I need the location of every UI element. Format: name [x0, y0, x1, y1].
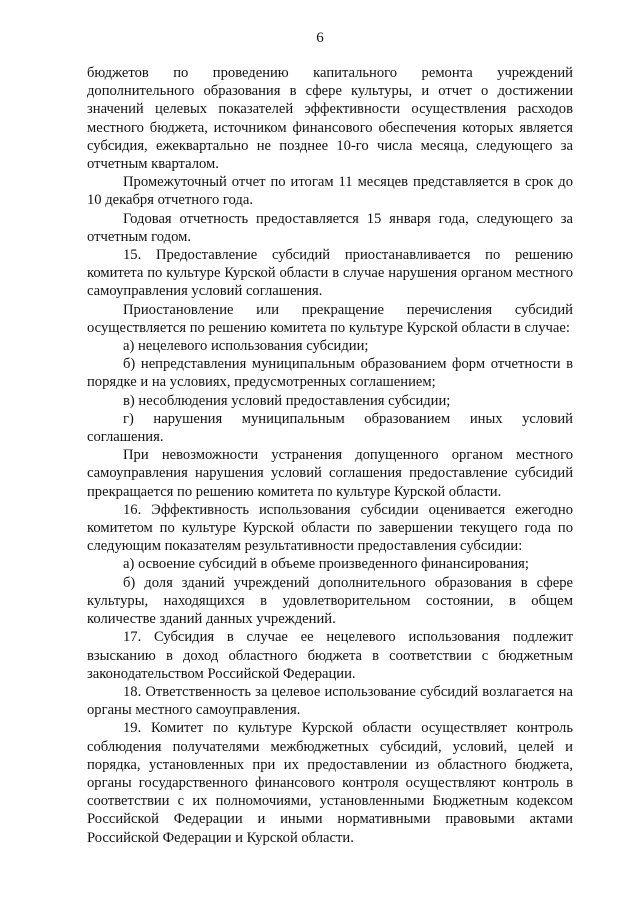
paragraph-16: 16. Эффективность использования субсидии оценивается ежегодно комитетом по культуре Курской области по завершении текущего года по следующим показателям результативности предоставления субсидии:: [87, 501, 573, 555]
list-item-g: г) нарушения муниципальным образованием иных условий соглашения.: [87, 410, 573, 446]
paragraph-suspension: Приостановление или прекращение перечисления субсидий осуществляется по решению комитета по культуре Курской области в случае:: [87, 301, 573, 336]
list-item-v: в) несоблюдения условий предоставления субсидии;: [123, 392, 451, 409]
list-item-16-b: б) доля зданий учреждений дополнительного образования в сфере культуры, находящихся в удовлетворительном состоянии, в общем количестве зданий данных учреждений.: [87, 574, 573, 628]
paragraph-continuation: бюджетов по проведению капитального ремонта учреждений дополнительного образования в сфере культуры, и отчет о достижении значений целевых показателей эффективности осуществления расходов местного бюджета, источником финансового обеспечения которых является субсидия, ежеквартально не позднее 10-го числа месяца, следующего за отчетным кварталом.: [87, 65, 573, 173]
paragraph-19: 19. Комитет по культуре Курской области осуществляет контроль соблюдения получателями межбюджетных субсидий, условий, целей и порядка, установленных при их предоставлении из областного бюджета, органы государственного финансового контроля осуществляют контроль в соответствии с их полномочиями, установленными Бюджетным кодексом Российской Федерации и иными нормативными правовыми актами Российской Федерации и Курской области.: [87, 720, 573, 846]
paragraph-termination: При невозможности устранения допущенного органом местного самоуправления нарушения условий соглашения предоставление субсидий прекращается по решению комитета по культуре Курской области.: [87, 447, 573, 500]
list-item-a: а) нецелевого использования субсидии;: [123, 338, 369, 355]
paragraph-annual-report: Годовая отчетность предоставляется 15 января года, следующего за отчетным годом.: [87, 210, 573, 245]
paragraph-18: 18. Ответственность за целевое использование субсидий возлагается на органы местного самоуправления.: [87, 683, 573, 719]
paragraph-17: 17. Субсидия в случае ее нецелевого использования подлежит взысканию в доход областного бюджета в соответствии с бюджетным законодательством Российской Федерации.: [87, 629, 573, 682]
list-item-16-a: а) освоение субсидий в объеме произведенного финансирования;: [123, 556, 529, 573]
page-number: 6: [316, 30, 324, 46]
list-item-b: б) непредставления муниципальным образованием форм отчетности в порядке и на условиях, предусмотренных соглашением;: [87, 356, 573, 391]
document-body: [87, 64, 573, 847]
paragraph-interim-report: Промежуточный отчет по итогам 11 месяцев представляется в срок до 10 декабря отчетного года.: [87, 174, 573, 209]
paragraph-15: 15. Предоставление субсидий приостанавливается по решению комитета по культуре Курской области в случае нарушения органом местного самоуправления условий соглашения.: [87, 247, 573, 300]
